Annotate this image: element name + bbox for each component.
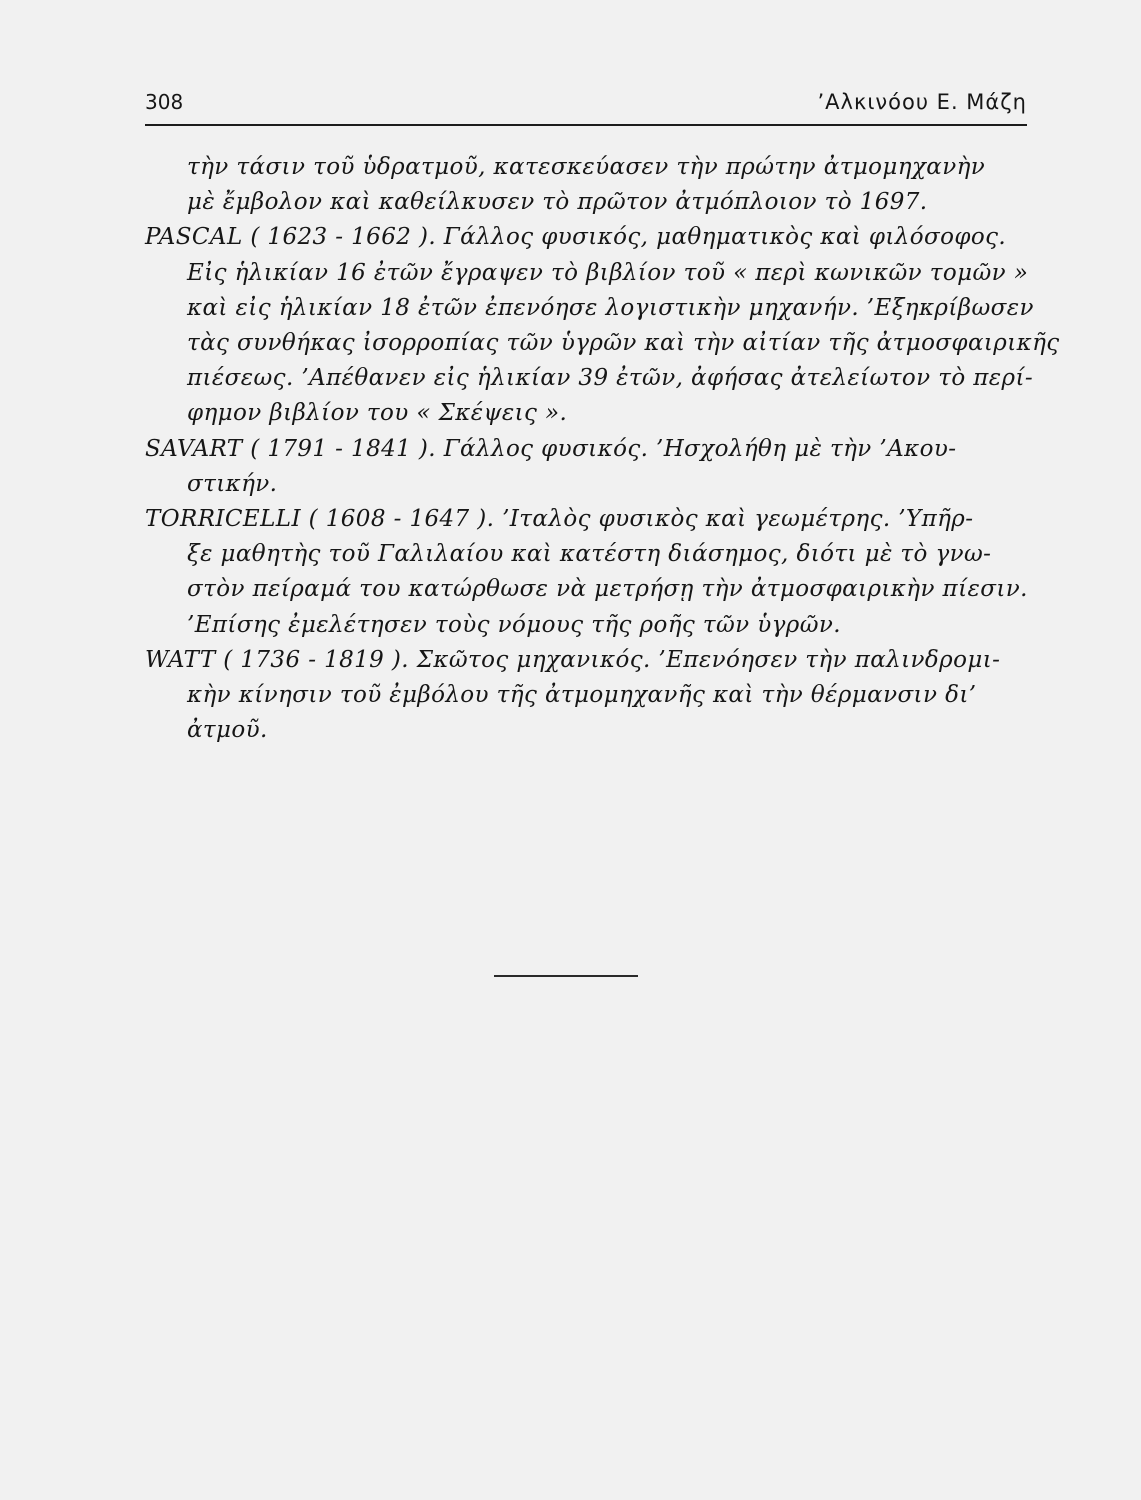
text-line: στὸν πείραμά του κατώρθωσε νὰ μετρήσῃ τὴν ἀτμοσφαιρικὴν πίεσιν. (187, 576, 1028, 603)
entry-savart (145, 432, 1025, 502)
text-line: πιέσεως. ’Απέθανεν εἰς ἡλικίαν 39 ἐτῶν, ἀφήσας ἀτελείωτον τὸ περί- (187, 365, 1034, 392)
entry-pascal (145, 220, 1060, 431)
text-line: τὴν τάσιν τοῦ ὑδρατμοῦ, κατεσκεύασεν τὴν πρώτην ἀτμομηχανὴν (187, 154, 986, 180)
text-line: φημον βιβλίον του « Σκέψεις ». (187, 400, 568, 427)
text-line: στικήν. (187, 470, 278, 497)
text-line: Εἰς ἡλικίαν 16 ἐτῶν ἔγραψεν τὸ βιβλίον τοῦ « περὶ κωνικῶν τομῶν » (187, 259, 1029, 286)
entry-heading-line: SAVART ( 1791 - 1841 ). Γάλλος φυσικός. ’Ησχολήθη μὲ τὴν ’Ακου- (145, 435, 957, 462)
entry-continuation (145, 150, 1025, 220)
entry-heading-line: PASCAL ( 1623 - 1662 ). Γάλλος φυσικός, μαθηματικὸς καὶ φιλόσοφος. (145, 224, 1007, 251)
running-header (145, 88, 1027, 126)
entry-torricelli (145, 502, 1028, 643)
text-line: ξε μαθητὴς τοῦ Γαλιλαίου καὶ κατέστη διάσημος, διότι μὲ τὸ γνω- (187, 541, 992, 568)
glossary-text (145, 150, 1060, 748)
running-title: ’Αλκινόου Ε. Μάζη (817, 90, 1027, 114)
entry-heading-line: TORRICELLI ( 1608 - 1647 ). ’Ιταλὸς φυσικὸς καὶ γεωμέτρης. ’Υπῆρ- (145, 506, 974, 533)
entry-heading-line: WATT ( 1736 - 1819 ). Σκῶτος μηχανικός. ’Επενόησεν τὴν παλινδρομι- (145, 646, 1001, 673)
text-line: ’Επίσης ἐμελέτησεν τοὺς νόμους τῆς ροῆς τῶν ὑγρῶν. (187, 611, 841, 638)
section-end-rule (494, 975, 638, 977)
entry-watt (145, 643, 1025, 749)
text-line: μὲ ἔμβολον καὶ καθείλκυσεν τὸ πρῶτον ἀτμόπλοιον τὸ 1697. (187, 189, 928, 216)
text-line: κὴν κίνησιν τοῦ ἐμβόλου τῆς ἀτμομηχανῆς καὶ τὴν θέρμανσιν δι’ (187, 682, 977, 709)
page-number: 308 (145, 90, 184, 114)
text-line: ἀτμοῦ. (187, 717, 268, 744)
text-line: καὶ εἰς ἡλικίαν 18 ἐτῶν ἐπενόησε λογιστικὴν μηχανήν. ’Εξηκρίβωσεν (187, 294, 1034, 321)
text-line: τὰς συνθήκας ἰσορροπίας τῶν ὑγρῶν καὶ τὴν αἰτίαν τῆς ἀτμοσφαιρικῆς (187, 330, 1060, 357)
